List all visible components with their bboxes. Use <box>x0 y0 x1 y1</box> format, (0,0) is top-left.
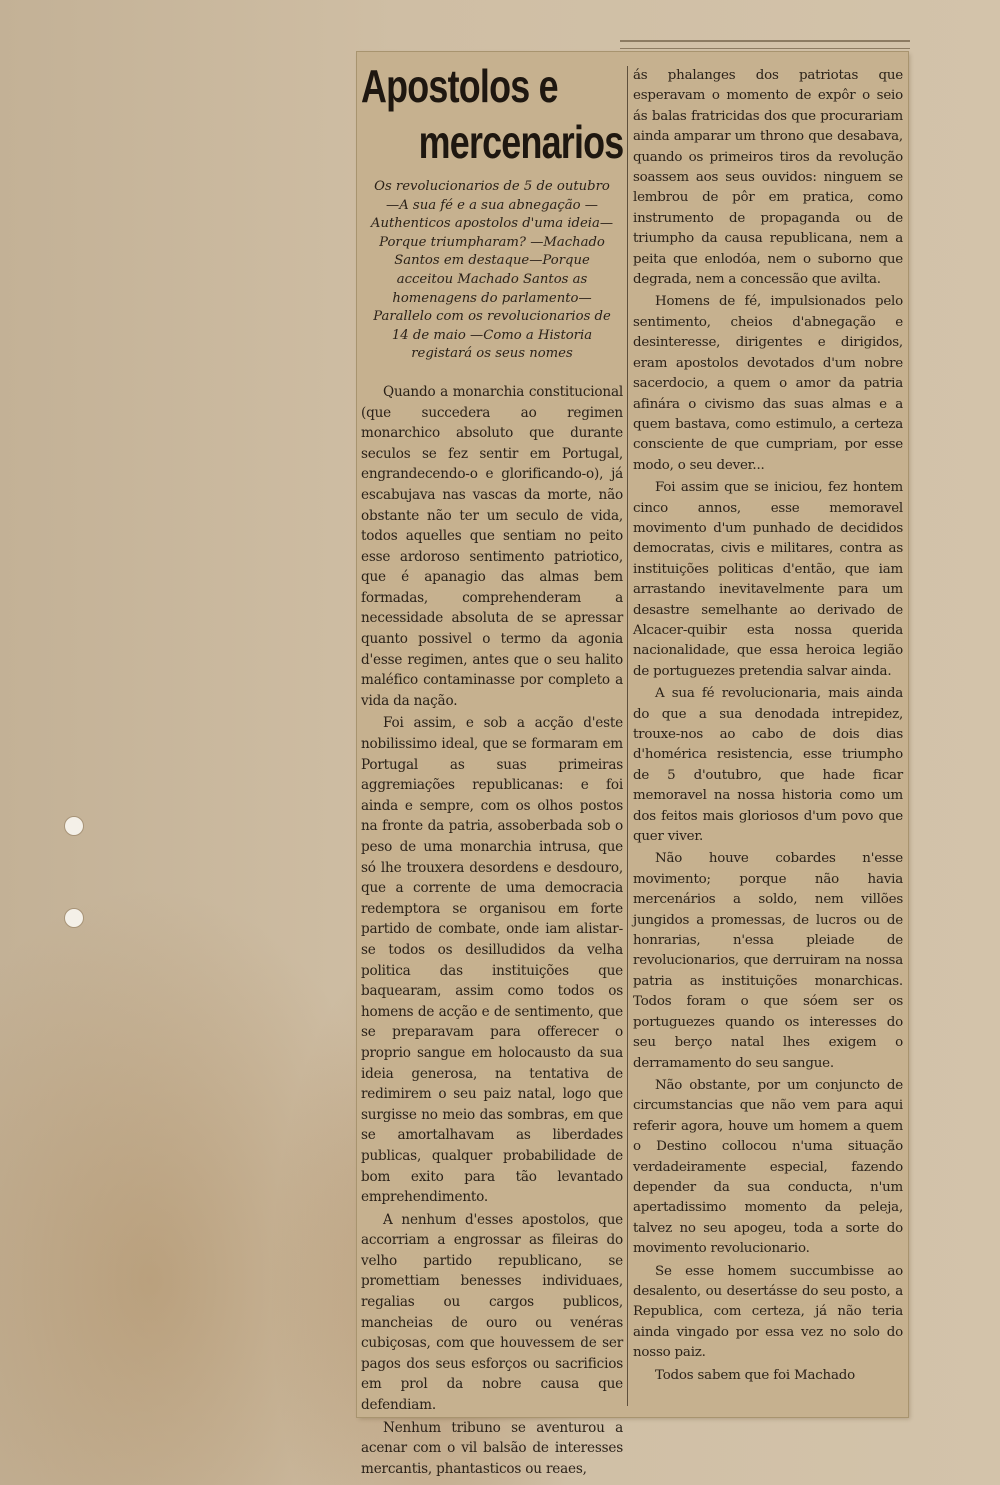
paragraph: Homens de fé, impulsionados pelo sentimento, cheios d'abnegação e desinteresse, dirigentes e dirigidos, eram apostolos devotados d'um nobre sacerdocio, a quem o amor da patria afinára o civismo das suas almas e a quem bastava, como estimulo, a certeza consciente de que cumpriam, por esse modo, o seu dever... <box>633 294 903 473</box>
paragraph: Foi assim, e sob a acção d'este nobilissimo ideal, que se formaram em Portugal as suas primeiras aggremiações republicanas: e foi ainda e sempre, com os olhos postos na fronte da patria, assoberbada sob o peso de uma monarchia intrusa, que só lhe trouxera desordens e desdouro, que a corrente de uma democracia redemptora se organisou em forte partido de combate, onde iam alistar-se todos os desilludidos da velha politica das instituições que baquearam, assim como todos os homens de acção e de sentimento, que se preparavam para offerecer o proprio sangue em holocausto da sua ideia generosa, na tentativa de redimirem o seu paiz natal, logo que surgisse no meio das sombras, em que se amortalhavam as liberdades publicas, qualquer probabilidade de bom exito para tão levantado emprehendimento. <box>361 715 623 1206</box>
paragraph: Quando a monarchia constitucional (que succedera ao regimen monarchico absoluto que durante seculos se fez sentir em Portugal, engrandecendo-o e glorificando-o), já escabujava nas vascas da morte, não obstante não ter um seculo de vida, todos aquelles que sentiam no peito esse ardoroso sentimento patriotico, que é apanagio das almas bem formadas, comprehenderam a necessidade absoluta de se apressar quanto possivel o termo da agonia d'esse regimen, antes que o seu halito maléfico contaminasse por completo a vida da nação. <box>361 383 623 709</box>
right-column <box>633 66 903 1411</box>
left-column <box>361 58 624 1477</box>
binder-hole-top <box>64 816 84 836</box>
paragraph: ás phalanges dos patriotas que esperavam o momento de expôr o seio ás balas fratricidas dos que procurariam ainda amparar um throno que desabava, quando os primeiros tiros da revolução soassem aos seus ouvidos: ninguem se lembrou de pôr em pratica, como instrumento de propaganda ou de triumpho da causa republicana, nem a peita que enlodóa, nem o suborno que degrada, nem a concessão que avilta. <box>633 68 903 288</box>
article-subheading: Os revolucionarios de 5 de outubro —A sua fé e a sua abnegação —Authenticos apostolos d'uma ideia—Porque triumpharam? —Machado Santos em destaque—Porque acceitou Machado Santos as homenagens do parlamento—Parallelo com os revolucionarios de 14 de maio —Como a Historia registará os seus nomes <box>370 179 614 362</box>
headline-line-1: Apostolos e <box>361 60 558 112</box>
paragraph: Nenhum tribuno se aventurou a acenar com o vil balsão de interesses mercantis, phantasticos ou reaes, <box>361 1419 623 1477</box>
paragraph: A nenhum d'esses apostolos, que accorriam a engrossar as fileiras do velho partido republicano, se promettiam benesses individuaes, regalias ou cargos publicos, mancheias de ouro ou venéras cubiçosas, com que houvessem de ser pagos dos seus esforços ou sacrificios em prol da nobre causa que defendiam. <box>361 1211 623 1414</box>
newspaper-clipping <box>357 52 908 1477</box>
paragraph: Todos sabem que foi Machado <box>655 1367 855 1383</box>
column-divider <box>627 66 628 1406</box>
paragraph: Não houve cobardes n'esse movimento; porque não havia mercenários a soldo, nem villões jungidos a promessas, de lucros ou de honrarias, n'essa pleiade de revolucionarios, que derruiram na nossa patria as instituições monarchicas. Todos foram o que sóem ser os portuguezes quando os interesses do seu berço natal lhes exigem o derramamento do seu sangue. <box>633 851 903 1071</box>
paragraph: A sua fé revolucionaria, mais ainda do que a sua denodada intrepidez, trouxe-nos ao cabo de dois dias d'homérica resistencia, esse triumpho de 5 d'outubro, que hade ficar memoravel na nossa historia como um dos feitos mais gloriosos d'um povo que quer viver. <box>633 686 903 845</box>
paragraph: Se esse homem succumbisse ao desalento, ou desertásse do seu posto, a Republica, com certeza, já não teria ainda vingado por essa vez no solo do nosso paiz. <box>633 1263 903 1361</box>
torn-edge-rule <box>620 40 910 49</box>
binder-hole-bottom <box>64 908 84 928</box>
headline-line-2: mercenarios <box>418 116 624 168</box>
paragraph: Não obstante, por um conjuncto de circumstancias que não vem para aqui referir agora, houve um homem a quem o Destino collocou n'uma situação verdadeiramente especial, fazendo depender da sua conducta, n'um apertadissimo momento da peleja, talvez no seu apogeu, toda a sorte do movimento revolucionario. <box>633 1077 903 1257</box>
paragraph: Foi assim que se iniciou, fez hontem cinco annos, esse memoravel movimento d'um punhado de decididos democratas, civis e militares, contra as instituições politicas d'então, que iam arrastando inevitavelmente para um desastre semelhante ao derivado de Alcacer-quibir esta nossa querida nacionalidade, que essa heroica legião de portuguezes pretendia salvar ainda. <box>633 480 903 679</box>
